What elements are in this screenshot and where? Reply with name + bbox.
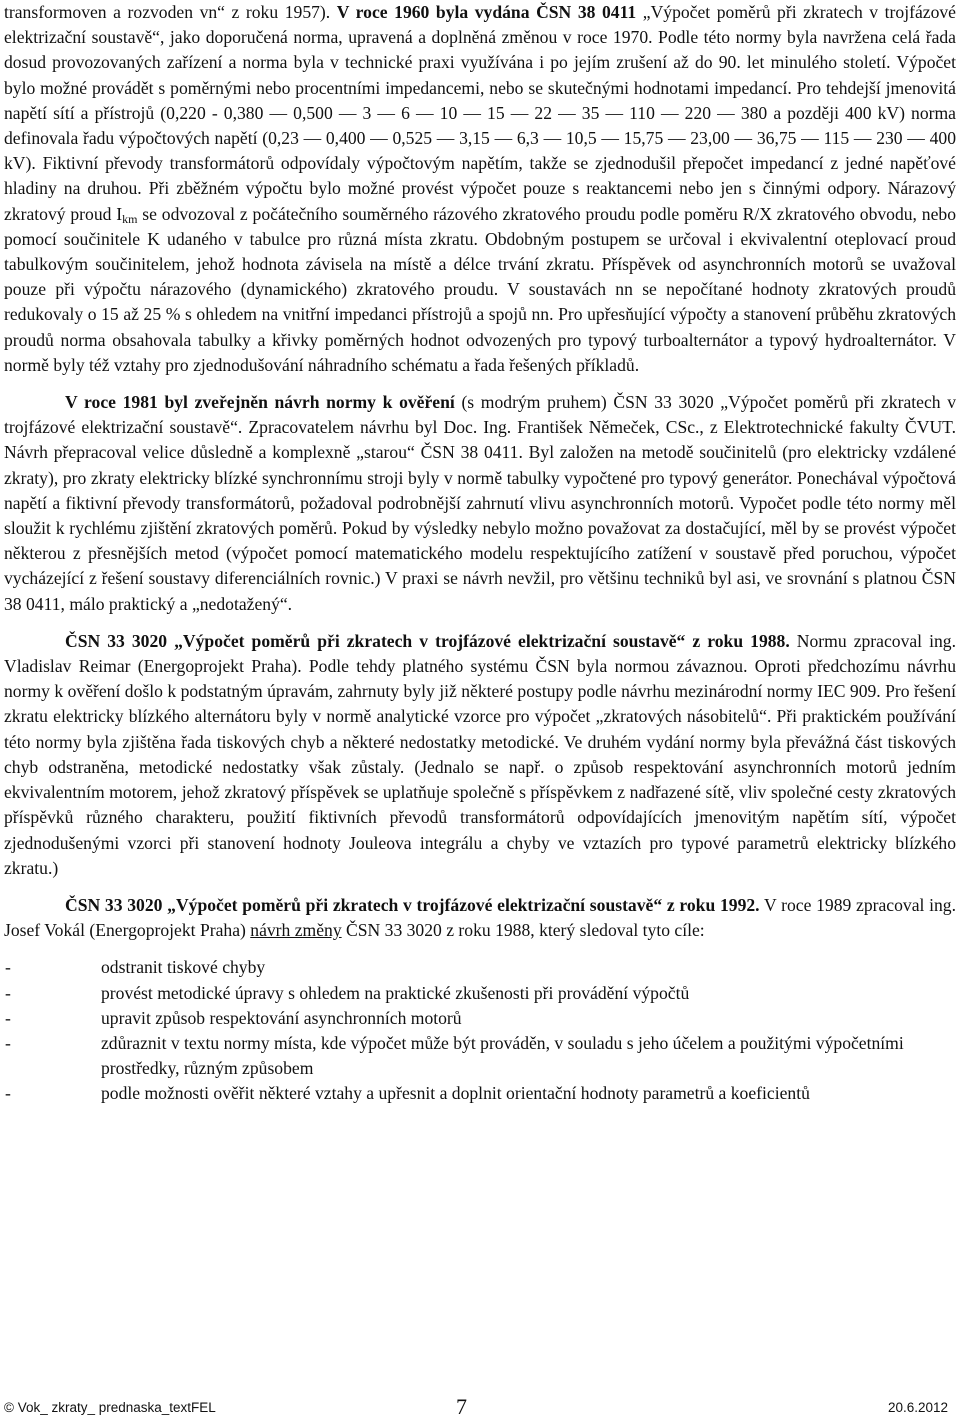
list-dash: - (5, 1007, 11, 1028)
text-run: Normu zpracoval ing. Vladislav Reimar (Energoprojekt Praha). Podle tehdy platného systému ČSN byla normou závaznou. Oproti předchozímu návrhu normy k ověření došlo k podstatným úpravám, zahrnuty byly již některé postupy podle návrhu mezinárodní normy IEC 909. Pro řešení zkratu elektricky blízkého alternátoru byly v normě analytické vzorce pro výpočet „zkratových násobitelů“. Při praktickém používání této normy byla zjištěna řada tiskových chyb a některé nedostatky metodické. Ve druhém vydání normy byla převážná část tiskových chyb odstraněna, metodické nedostatky však zůstaly. (Jednalo se např. o způsob respektování asynchronních motorů jedním ekvivalentním motorem, jehož zkratový příspěvek se uplatňuje společně s příspěvkem z nadřazené sítě, vliv společné cesty zkratových příspěvků různého charakteru, použití fiktivních převodů transformátorů odpovídajících jmenovitým napětím sítí, výpočet zjednodušenými vzorci při stanovení hodnoty Jouleova integrálu a chyby ve vztazích pro typové parametrů elektricky blízkého zkratu.) (4, 630, 956, 878)
list-item-text: odstranit tiskové chyby (101, 957, 266, 978)
underlined-link[interactable]: návrh změny (250, 920, 342, 941)
list-item-text: upravit způsob respektování asynchronních motorů (101, 1007, 462, 1028)
footer-date: 20.6.2012 (887, 1400, 948, 1415)
text-run: (s modrým pruhem) ČSN 33 3020 „Výpočet poměrů při zkratech v trojfázové elektrizační soustavě“. Zpracovatelem návrhu byl Doc. Ing. František Němeček, CSc., z Elektrotechnické fakulty ČVUT. Návrh přepracoval velice důsledně a komplexně „starou“ ČSN 38 0411. Byl založen na metodě součinitelů (pro elektricky vzdálené zkraty), pro zkraty elektricky blízké synchronnímu stroji byly v normě tabulky vypočtené pro typový generátor. Ponechával výpočtová napětí a fiktivní převody transformátorů, požadoval podrobnější zahrnutí vlivu asynchronních motorů. Vypočet podle této normy měl sloužit k rychlému zjištění zkratových poměrů. Pokud by výsledky nebylo možno považovat za dostačující, měl by se provést výpočet některou z přesnějších metod (výpočet pomocí matematického modelu respektujícího zatížení v soustavě před poruchou, výpočet vycházející z řešení soustavy diferenciálních rovnic.) V praxi se návrh nevžil, pro většinu techniků byl asi, ve srovnání s platnou ČSN 38 0411, málo praktický a „nedotažený“. (4, 392, 957, 614)
list-dash: - (5, 982, 11, 1003)
text-run: ČSN 33 3020 z roku 1988, který sledoval tyto cíle: (341, 920, 705, 941)
list-dash: - (5, 1032, 11, 1053)
page-number: 7 (456, 1394, 467, 1419)
goals-list (4, 955, 956, 1106)
subscript-km: km (122, 211, 138, 226)
paragraph-csn-1992 (4, 893, 956, 943)
list-item (4, 981, 956, 1006)
list-dash: - (5, 1083, 11, 1104)
text-run: transformoven a rozvoden vn“ z roku 1957). (4, 2, 337, 22)
paragraph-csn-1988 (4, 629, 956, 881)
text-run: „Výpočet poměrů při zkratech v trojfázové elektrizační soustavě“, jako doporučená norma, upravená a doplněná změnou v roce 1970. Podle této normy byla navržena celá řada dosud provozovaných zařízení a norma byla v technické praxi využívána i po jejím zrušení až do 90. let minulého století. Výpočet bylo možné provádět s poměrnými nebo procentními impedancemi, nebo se skutečnými hodnotami impedancí. Pro tehdejší jmenovitá napětí sítí a přístrojů (0,220 - 0,380 ― 0,500 ― 3 ― 6 ― 10 ― 15 ― 22 ― 35 ― 110 ― 220 ― 380 a později 400 kV) norma definovala řadu výpočtových napětí (0,23 ― 0,400 ― 0,525 ― 3,15 ― 6,3 ― 10,5 ― 15,75 ― 23,00 ― 36,75 ― 115 ― 230 ― 400 kV). Fiktivní převody transformátorů odpovídaly výpočtovým napětím, takže se zjednodušil přepočet impedancí z jedné napěťové hladiny na druhou. Při zběžném výpočtu bylo možné provést výpočet pouze s reaktancemi nebo jen s činnými odpory. Nárazový zkratový proud I (4, 2, 956, 224)
list-item-text: provést metodické úpravy s ohledem na praktické zkušenosti při provádění výpočtů (101, 982, 690, 1003)
page-footer (4, 1396, 956, 1418)
bold-run: V roce 1960 byla vydána ČSN 38 0411 (336, 2, 637, 22)
text-run: V roce 1989 zpracoval ing. Josef Vokál (Energoprojekt Praha) (4, 894, 956, 941)
list-item-text: zdůraznit v textu normy místa, kde výpočet může být prováděn, v souladu s jeho účelem a použitými výpočetními prostředky, různým způsobem (101, 1032, 904, 1079)
footer-filename: © Vok_ zkraty_ prednaska_textFEL (4, 1400, 216, 1415)
list-item (4, 1006, 956, 1031)
list-item-text: podle možnosti ověřit některé vztahy a upřesnit a doplnit orientační hodnoty parametrů a koeficientů (101, 1083, 810, 1104)
text-run: se odvozoval z počátečního souměrného rázového zkratového proudu podle poměru R/X zkratového obvodu, nebo pomocí součinitele K udaného v tabulce pro různá místa zkratu. Obdobným postupem se určoval i ekvivalentní oteplovací proud tabulkovým součinitelem, jehož hodnota závisela na místě a délce trvání zkratu. Příspěvek od asynchronních motorů se uvažoval pouze při výpočtu nárazového (dynamického) zkratového proudu. V soustavách nn se nepočítané hodnoty zkratových proudů redukovaly o 15 až 25 % s ohledem na vnitřní impedanci přístrojů a spojů nn. Pro upřesňující výpočty a stanovení průběhu zkratových proudů norma obsahovala tabulky a křivky poměrných hodnot odvozených pro typový turboalternátor a typový hydroalternátor. V normě byly též vztahy pro zjednodušování náhradního schématu a řada řešených příkladů. (4, 203, 956, 375)
list-dash: - (5, 957, 11, 978)
document-page (4, 0, 956, 1107)
list-item (4, 1031, 956, 1081)
bold-run: ČSN 33 3020 „Výpočet poměrů při zkratech v trojfázové elektrizační soustavě“ z roku 1988. (65, 630, 790, 651)
list-item (4, 1081, 956, 1106)
bold-run: ČSN 33 3020 „Výpočet poměrů při zkratech v trojfázové elektrizační soustavě“ z roku 1992. (65, 894, 760, 915)
paragraph-navrh-1981 (4, 390, 956, 617)
paragraph-csn-380411 (4, 0, 956, 378)
list-item (4, 955, 956, 980)
bold-run: V roce 1981 byl zveřejněn návrh normy k ověření (65, 392, 455, 413)
